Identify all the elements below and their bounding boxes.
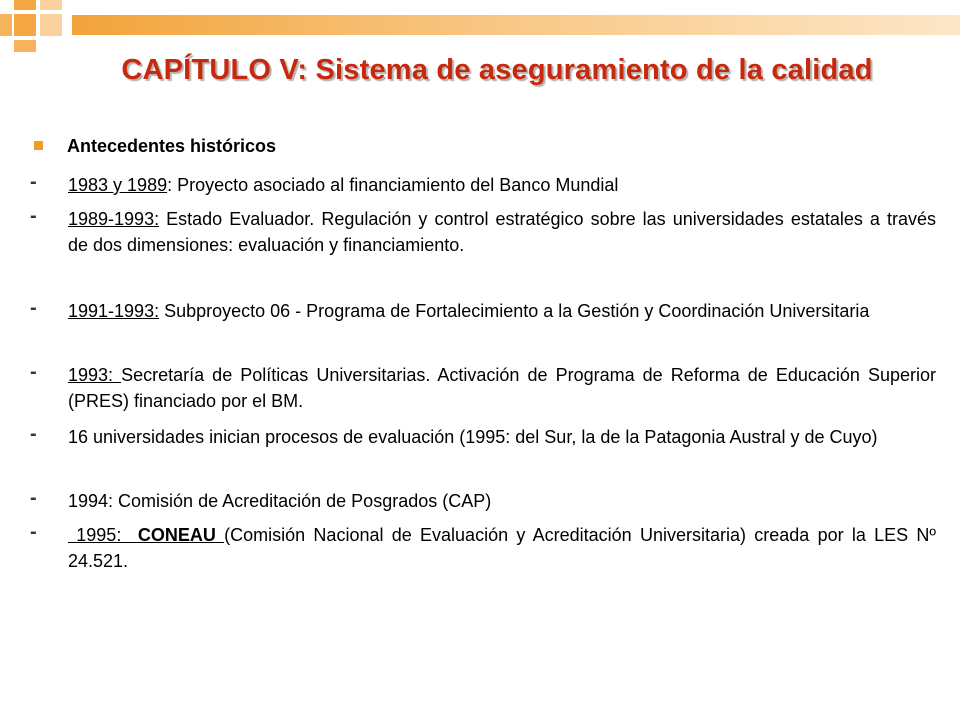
section-heading-text: Antecedentes históricos bbox=[67, 136, 277, 156]
item-date: 1983 y 1989 bbox=[68, 175, 168, 195]
item-text: 1994: Comisión de Acreditación de Posgrados (CAP) bbox=[68, 491, 492, 511]
list-item bbox=[30, 205, 936, 258]
decor-square bbox=[0, 14, 12, 36]
dash-bullet-icon: - bbox=[30, 361, 37, 383]
dash-bullet-icon: - bbox=[30, 487, 37, 509]
square-bullet-icon bbox=[34, 141, 43, 150]
dash-bullet-icon: - bbox=[30, 205, 37, 227]
decor-square bbox=[14, 14, 36, 36]
list-item bbox=[30, 423, 936, 450]
item-text: 16 universidades inician procesos de evaluación (1995: del Sur, la de la Patagonia Austral y de Cuyo) bbox=[68, 427, 878, 447]
dash-bullet-icon: - bbox=[30, 171, 37, 193]
list-item bbox=[30, 521, 936, 574]
item-date: 1991-1993: bbox=[68, 301, 160, 321]
item-date: 1995: bbox=[68, 525, 138, 545]
list-item bbox=[30, 487, 936, 514]
item-text: Secretaría de Políticas Universitarias. Activación de Programa de Reforma de Educación Superior (PRES) financiado por el BM. bbox=[68, 365, 936, 411]
dash-bullet-icon: - bbox=[30, 423, 37, 445]
item-text: Estado Evaluador. Regulación y control estratégico sobre las universidades estatales a través de dos dimensiones: evaluación y financiamiento. bbox=[68, 209, 936, 255]
list-item bbox=[30, 171, 936, 198]
decor-square bbox=[14, 0, 36, 10]
slide-title: CAPÍTULO V: Sistema de aseguramiento de la calidad bbox=[121, 54, 873, 86]
item-acronym: CONEAU bbox=[137, 525, 225, 545]
decor-square bbox=[40, 14, 62, 36]
decor-square bbox=[40, 0, 62, 10]
item-date: 1993: bbox=[68, 365, 122, 385]
header-gradient-band bbox=[72, 15, 960, 35]
dash-bullet-icon: - bbox=[30, 521, 37, 543]
dash-bullet-icon: - bbox=[30, 297, 37, 319]
item-text: Subproyecto 06 - Programa de Fortalecimiento a la Gestión y Coordinación Universitaria bbox=[159, 301, 870, 321]
item-date: 1989-1993: bbox=[68, 209, 160, 229]
item-text: (Comisión Nacional de Evaluación y Acreditación Universitaria) creada por la LES Nº 24.521. bbox=[68, 525, 936, 571]
section-heading bbox=[34, 136, 276, 157]
list-item bbox=[30, 361, 936, 414]
decor-square bbox=[14, 40, 36, 52]
item-text: : Proyecto asociado al financiamiento del Banco Mundial bbox=[167, 175, 619, 195]
list-item bbox=[30, 297, 936, 324]
